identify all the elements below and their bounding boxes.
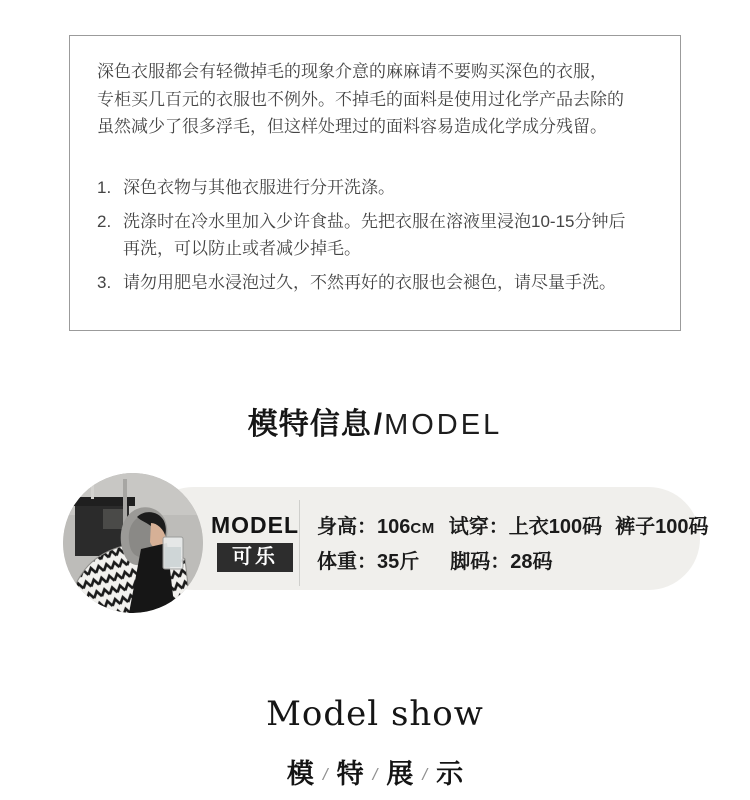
subtitle-char: 示	[436, 759, 464, 789]
subtitle-slash: /	[422, 765, 428, 784]
paragraph-line: 深色衣服都会有轻微掉毛的现象介意的麻麻请不要购买深色的衣服，	[97, 62, 607, 81]
weight-label: 体重：	[317, 551, 377, 573]
list-item-number: 2.	[97, 211, 112, 231]
subtitle-char: 展	[386, 759, 414, 789]
list-item-line: 请勿用肥皂水浸泡过久，不然再好的衣服也会褪色，请尽量手洗。	[123, 272, 616, 292]
fit-top-value: 上衣100码	[508, 516, 603, 538]
model-info-card	[0, 473, 750, 615]
heading-en: MODEL	[384, 409, 503, 441]
subtitle-char: 模	[286, 759, 314, 789]
model-name-badge: 可乐	[217, 543, 293, 572]
child-model-photo-illustration	[63, 473, 203, 613]
shoe-value: 28码	[510, 551, 553, 573]
heading-zh: 模特信息	[247, 408, 372, 441]
list-item	[97, 269, 660, 296]
stats-divider	[299, 500, 300, 586]
fit-label: 试穿：	[448, 516, 509, 538]
list-item-text	[123, 174, 395, 201]
subtitle-slash: /	[372, 765, 378, 784]
model-show-subtitle	[0, 752, 750, 791]
list-item-number: 3.	[97, 272, 112, 292]
list-item-text	[123, 208, 625, 262]
height-unit: CM	[410, 520, 435, 537]
wash-instruction-list	[97, 174, 660, 296]
model-photo	[63, 473, 203, 613]
fit-bottom-value: 裤子100码	[615, 516, 709, 538]
model-info-heading	[0, 399, 750, 443]
paragraph-line: 虽然减少了很多浮毛，但这样处理过的面料容易造成化学成分残留。	[97, 117, 607, 136]
list-item-line: 深色衣物与其他衣服进行分开洗涤。	[123, 177, 395, 197]
list-item	[97, 174, 660, 201]
weight-value: 35斤	[377, 551, 420, 573]
subtitle-slash: /	[322, 765, 328, 784]
model-show-title: Model show	[266, 694, 484, 734]
stats-line-1	[317, 513, 708, 542]
model-stats	[317, 513, 708, 577]
list-item-line: 再洗，可以防止或者减少掉毛。	[123, 238, 361, 258]
paragraph-line: 专柜买几百元的衣服也不例外。不掉毛的面料是使用过化学产品去除的	[97, 89, 624, 109]
list-item-text	[123, 269, 616, 296]
list-item-number: 1.	[97, 177, 112, 197]
heading-slash: /	[373, 408, 383, 441]
height-label: 身高：	[317, 516, 377, 538]
model-label-block	[208, 513, 302, 572]
wash-notice-box	[69, 35, 681, 331]
stats-line-2	[317, 548, 708, 577]
list-item	[97, 208, 660, 262]
height-value: 106	[377, 516, 411, 538]
model-label: MODEL	[210, 512, 300, 538]
wash-notice-paragraph	[97, 58, 660, 141]
shoe-label: 脚码：	[450, 551, 511, 573]
list-item-line: 洗涤时在冷水里加入少许食盐。先把衣服在溶液里浸泡10-15分钟后	[123, 211, 626, 231]
subtitle-char: 特	[336, 759, 364, 789]
